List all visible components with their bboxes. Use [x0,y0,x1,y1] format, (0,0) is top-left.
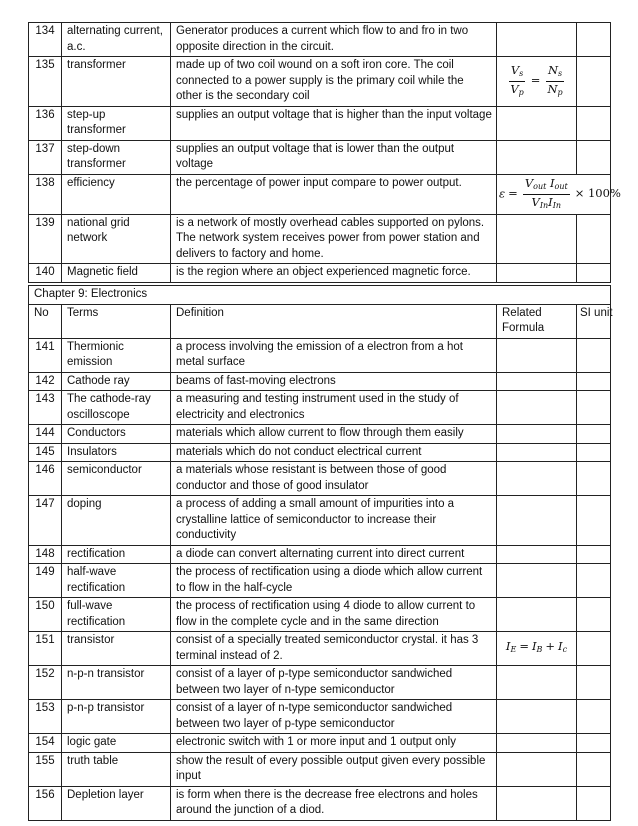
electronics-rows [29,338,611,820]
si-unit-cell [577,545,611,564]
table-row [29,734,611,753]
row-number: 150 [29,598,62,632]
chapter-caption-row [29,286,611,305]
definition-cell: show the result of every possible output given every possible input [171,752,497,786]
si-unit-cell [577,462,611,496]
row-number: 134 [29,23,62,57]
turns-ratio: $\frac{N_s}{N_p}$ [547,62,563,97]
row-number: 145 [29,443,62,462]
si-unit-cell [577,57,611,107]
table-row [29,140,611,174]
formula-cell [497,752,577,786]
formula-cell [497,214,577,264]
table-row [29,264,611,283]
table-row [29,700,611,734]
row-number: 153 [29,700,62,734]
transistor-current-formula: $I_E = I_B + I_c$ [497,632,577,666]
table-row [29,174,611,214]
row-number: 146 [29,462,62,496]
definition-cell: materials which allow current to flow through them easily [171,425,497,444]
definition-cell: supplies an output voltage that is higher than the input voltage [171,106,497,140]
table-row [29,786,611,820]
efficiency-formula: ε = $\frac{V_{out} I_{out}}{V_{In}I_{In}}$ × 100% [497,174,611,214]
header-row [29,304,611,338]
term-cell: alternating current, a.c. [62,23,171,57]
electronics-terms-table [28,285,611,821]
si-unit-cell [577,140,611,174]
row-number: 152 [29,666,62,700]
row-number: 137 [29,140,62,174]
row-number: 151 [29,632,62,666]
row-number: 143 [29,391,62,425]
term-cell: step-down transformer [62,140,171,174]
definition-cell: is a network of mostly overhead cables supported on pylons. The network system receives power from power station and delivers to factory and home. [171,214,497,264]
term-cell: transformer [62,57,171,107]
si-unit-cell [577,734,611,753]
physics-terms-table-part-1 [28,22,621,283]
formula-cell [497,700,577,734]
header-terms: Terms [62,304,171,338]
row-number: 148 [29,545,62,564]
term-cell: Magnetic field [62,264,171,283]
row-number: 147 [29,496,62,546]
si-unit-cell [577,598,611,632]
term-cell: p-n-p transistor [62,700,171,734]
definition-cell: the process of rectification using 4 diode to allow current to flow in the complete cycle and in the same direction [171,598,497,632]
row-number: 155 [29,752,62,786]
table-row [29,462,611,496]
table-row [29,23,611,57]
definition-cell: a process involving the emission of a electron from a hot metal surface [171,338,497,372]
header-no: No [29,304,62,338]
row-number: 135 [29,57,62,107]
definition-cell: is form when there is the decrease free electrons and holes around the junction of a diod. [171,786,497,820]
si-unit-cell [577,443,611,462]
row-number: 154 [29,734,62,753]
row-number: 138 [29,174,62,214]
table-row [29,338,611,372]
term-cell: The cathode-ray oscilloscope [62,391,171,425]
definition-cell: is the region where an object experienced magnetic force. [171,264,497,283]
definition-cell: a measuring and testing instrument used in the study of electricity and electronics [171,391,497,425]
si-unit-cell [577,496,611,546]
table-row [29,443,611,462]
term-cell: transistor [62,632,171,666]
formula-cell [497,140,577,174]
term-cell: efficiency [62,174,171,214]
table-row [29,632,611,666]
table-row [29,106,611,140]
term-cell: Conductors [62,425,171,444]
formula-cell [497,391,577,425]
formula-cell [497,598,577,632]
term-cell: Depletion layer [62,786,171,820]
formula-cell [497,106,577,140]
definition-cell: supplies an output voltage that is lower than the output voltage [171,140,497,174]
table-row [29,564,611,598]
header-definition: Definition [171,304,497,338]
formula-cell [497,786,577,820]
si-unit-cell [577,564,611,598]
formula-cell [497,734,577,753]
voltage-ratio: $\frac{V_s}{V_p}$ [510,62,524,97]
term-cell: national grid network [62,214,171,264]
row-number: 136 [29,106,62,140]
definition-cell: the percentage of power input compare to power output. [171,174,497,214]
table-row [29,666,611,700]
si-unit-cell [577,214,611,264]
si-unit-cell [577,106,611,140]
table-row [29,57,611,107]
definition-cell: a materials whose resistant is between those of good conductor and those of good insulator [171,462,497,496]
formula-cell [497,462,577,496]
header-formula: Related Formula [497,304,577,338]
si-unit-cell [577,666,611,700]
definition-cell: the process of rectification using a diode which allow current to flow in the half-cycle [171,564,497,598]
term-cell: doping [62,496,171,546]
definition-cell: a process of adding a small amount of impurities into a crystalline lattice of semiconductor to increase their conductivity [171,496,497,546]
formula-cell [497,372,577,391]
term-cell: logic gate [62,734,171,753]
row-number: 142 [29,372,62,391]
table-row [29,214,611,264]
si-unit-cell [577,632,611,666]
term-cell: step-up transformer [62,106,171,140]
si-unit-cell [577,264,611,283]
transformer-formula: $\frac{V_s}{V_p}$ = $\frac{N_s}{N_p}$ [497,57,577,107]
definition-cell: made up of two coil wound on a soft iron core. The coil connected to a power supply is the primary coil while the other is the secondary coil [171,57,497,107]
row-number: 144 [29,425,62,444]
term-cell: full-wave rectification [62,598,171,632]
table-row [29,391,611,425]
row-number: 149 [29,564,62,598]
table-row [29,372,611,391]
si-unit-cell [577,425,611,444]
row-number: 139 [29,214,62,264]
si-unit-cell [577,338,611,372]
table-row [29,598,611,632]
formula-cell [497,23,577,57]
definition-cell: consist of a layer of n-type semiconductor sandwiched between two layer of p-type semiconductor [171,700,497,734]
formula-cell [497,545,577,564]
si-unit-cell [577,752,611,786]
definition-cell: consist of a layer of p-type semiconductor sandwiched between two layer of n-type semiconductor [171,666,497,700]
formula-cell [497,425,577,444]
term-cell: n-p-n transistor [62,666,171,700]
row-number: 156 [29,786,62,820]
formula-cell [497,264,577,283]
chapter-title: Chapter 9: Electronics [29,286,611,305]
si-unit-cell [577,23,611,57]
definition-cell: consist of a specially treated semiconductor crystal. it has 3 terminal instead of 2. [171,632,497,666]
table-row [29,425,611,444]
formula-cell [497,338,577,372]
table-row [29,496,611,546]
formula-cell [497,496,577,546]
formula-cell [497,443,577,462]
formula-cell [497,564,577,598]
definition-cell: Generator produces a current which flow to and fro in two opposite direction in the circuit. [171,23,497,57]
table-row [29,752,611,786]
table-row [29,545,611,564]
header-si-unit: SI unit [577,304,611,338]
si-unit-cell [577,700,611,734]
term-cell: Thermionic emission [62,338,171,372]
definition-cell: electronic switch with 1 or more input and 1 output only [171,734,497,753]
term-cell: Insulators [62,443,171,462]
term-cell: semiconductor [62,462,171,496]
term-cell: half-wave rectification [62,564,171,598]
si-unit-cell [577,786,611,820]
si-unit-cell [577,391,611,425]
si-unit-cell [577,372,611,391]
definition-cell: beams of fast-moving electrons [171,372,497,391]
definition-cell: a diode can convert alternating current into direct current [171,545,497,564]
term-cell: truth table [62,752,171,786]
definition-cell: materials which do not conduct electrical current [171,443,497,462]
row-number: 141 [29,338,62,372]
formula-cell [497,666,577,700]
term-cell: rectification [62,545,171,564]
row-number: 140 [29,264,62,283]
term-cell: Cathode ray [62,372,171,391]
